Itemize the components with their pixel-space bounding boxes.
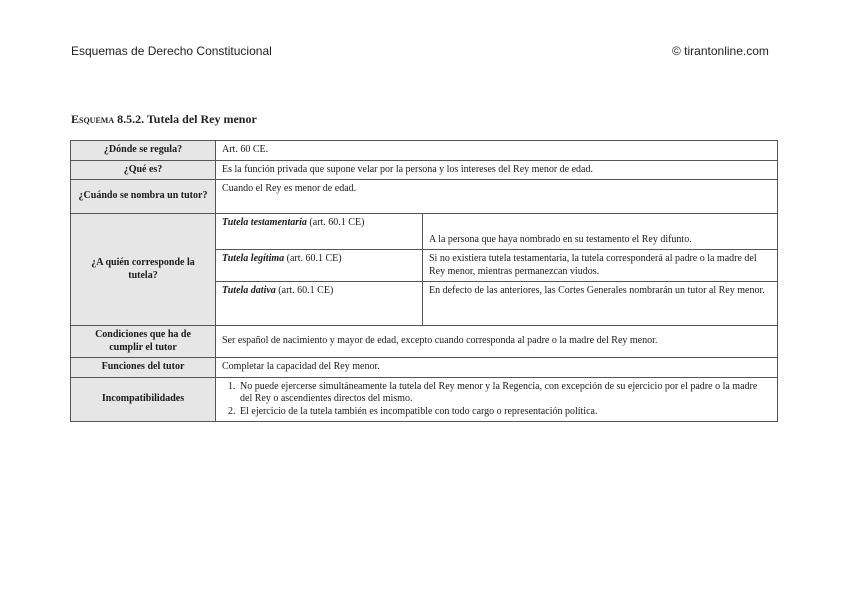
row-value-donde: Art. 60 CE. [216, 141, 778, 161]
tutela-type-cell [216, 214, 423, 250]
list-item: 2. El ejercicio de la tutela también es incompatible con todo cargo o representación política. [238, 406, 771, 419]
list-item: 1. No puede ejercerse simultáneamente la tutela del Rey menor y la Regencia, con excepción de su ejercicio por el padre o la madre del Rey o ascendientes directos del mismo. [238, 381, 771, 406]
row-label-incompat: Incompatibilidades [71, 377, 216, 422]
tutela-type-ref: (art. 60.1 CE) [309, 217, 365, 228]
tutela-type-value: Si no existiera tutela testamentaria, la tutela corresponderá al padre o la madre del Rey menor, mientras permanezcan viudos. [423, 250, 778, 282]
schema-title-prefix: Esquema [71, 112, 115, 126]
tutela-type-name: Tutela legítima [222, 253, 285, 264]
schema-table [70, 140, 778, 422]
incompat-list [222, 381, 771, 419]
table-row [71, 377, 778, 422]
row-label-donde: ¿Dónde se regula? [71, 141, 216, 161]
row-value-incompat [216, 377, 778, 422]
tutela-type-cell [216, 282, 423, 326]
schema-title [71, 112, 257, 127]
tutela-type-value: En defecto de las anteriores, las Cortes Generales nombrarán un tutor al Rey menor. [423, 282, 778, 326]
table-row [71, 326, 778, 358]
tutela-type-name: Tutela dativa [222, 285, 276, 296]
tutela-type-ref: (art. 60.1 CE) [286, 253, 342, 264]
row-label-condiciones: Condiciones que ha de cumplir el tutor [71, 326, 216, 358]
row-label-quien: ¿A quién corresponde la tutela? [71, 214, 216, 326]
running-header-source: © tirantonline.com [672, 44, 769, 58]
running-header-title: Esquemas de Derecho Constitucional [71, 44, 272, 58]
table-row [71, 141, 778, 161]
row-value-funciones: Completar la capacidad del Rey menor. [216, 358, 778, 378]
tutela-type-cell [216, 250, 423, 282]
row-label-cuando: ¿Cuándo se nombra un tutor? [71, 180, 216, 214]
table-row [71, 180, 778, 214]
row-value-cuando: Cuando el Rey es menor de edad. [216, 180, 778, 214]
schema-title-text: 8.5.2. Tutela del Rey menor [117, 112, 257, 126]
row-label-funciones: Funciones del tutor [71, 358, 216, 378]
row-value-condiciones: Ser español de nacimiento y mayor de edad, excepto cuando corresponda al padre o la madre del Rey menor. [216, 326, 778, 358]
row-value-que: Es la función privada que supone velar por la persona y los intereses del Rey menor de edad. [216, 160, 778, 180]
tutela-type-ref: (art. 60.1 CE) [278, 285, 334, 296]
table-row [71, 358, 778, 378]
table-row [71, 160, 778, 180]
table-row [71, 214, 778, 250]
row-label-que: ¿Qué es? [71, 160, 216, 180]
tutela-type-value: A la persona que haya nombrado en su testamento el Rey difunto. [423, 214, 778, 250]
tutela-type-name: Tutela testamentaria [222, 217, 307, 228]
